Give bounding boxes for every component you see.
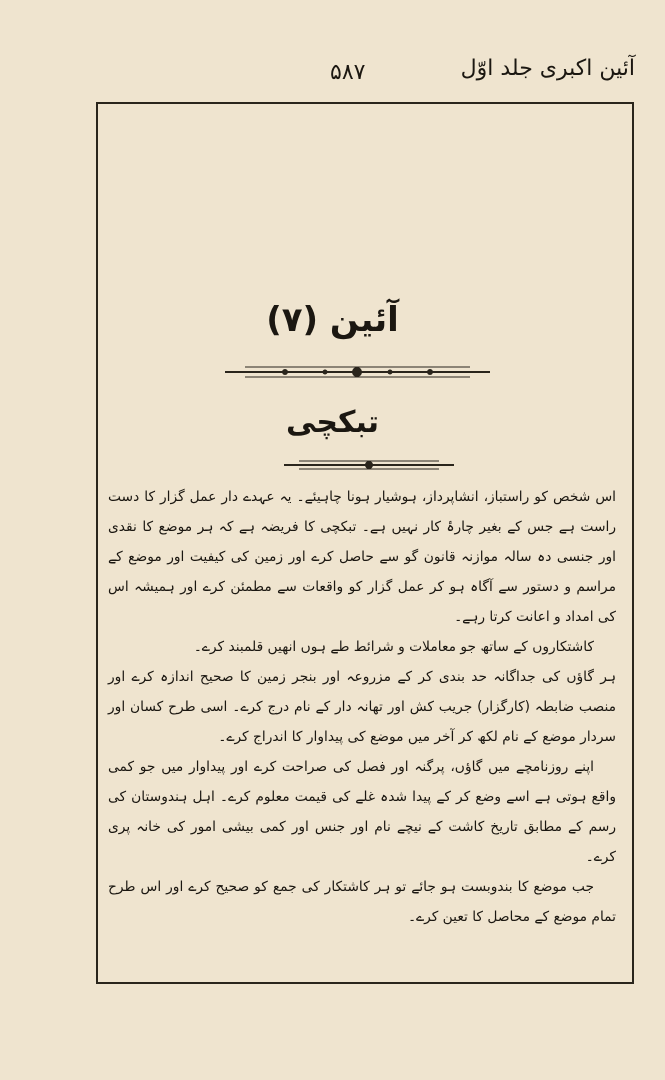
paragraph: اپنے روزنامچے میں گاؤں، پرگنہ اور فصل کی صراحت کرے اور پیداوار میں جو کمی واقع ہوتی ہے اسے وضع کر کے پیدا شدہ غلے کی قیمت معلوم کرے۔ اہل ہندوستان کی رسم کے مطابق تاریخ کاشت کے نیچے نام اور جنس اور کمی بیشی امور کی خانہ پری کرے۔: [108, 759, 616, 865]
running-title: آئین اکبری جلد اوّل: [460, 56, 635, 81]
page-number: ۵۸۷: [330, 60, 366, 85]
page-header: [0, 50, 665, 90]
paragraph: جب موضع کا بندوبست ہو جائے تو ہر کاشتکار کی جمع کو صحیح کرے اور اس طرح تمام موضع کے محاصل کا تعین کرے۔: [108, 879, 616, 925]
body-text: [108, 482, 616, 972]
section-title: تبکچی: [286, 405, 379, 440]
chapter-title: آئین (۷): [266, 300, 399, 340]
paragraph: کاشتکاروں کے ساتھ جو معاملات و شرائط طے ہوں انھیں قلمبند کرے۔: [193, 639, 594, 655]
ornament-divider-top: [225, 360, 490, 384]
paragraph: ہر گاؤں کی جداگانہ حد بندی کر کے مزروعہ اور بنجر زمین کا صحیح اندازہ کرے اور منصب ضابطہ (کارگزار) جریب کش اور تھانہ دار کے نام درج کرے۔ اسی طرح کسان اور سردار موضع کے نام لکھ کر آخر میں موضع کی پیداوار کا اندراج کرے۔: [108, 669, 616, 745]
ornament-divider-bottom: [284, 455, 454, 475]
paragraph: اس شخص کو راستباز، انشاپرداز، ہوشیار ہونا چاہیئے۔ یہ عہدے دار عمل گزار کا دست راست ہے جس کے بغیر چارۂ کار نہیں ہے۔ تبکچی کا فریضہ ہے کہ ہر موضع کا نقدی اور جنسی دہ سالہ موازنہ قانون گو سے حاصل کرے اور زمین کی کیفیت اور موضع کے مراسم و دستور سے آگاہ ہو کر عمل گزار کو واقعات سے مطمئن کرے اور ہمیشہ اس کی امداد و اعانت کرتا رہے۔: [108, 489, 616, 625]
